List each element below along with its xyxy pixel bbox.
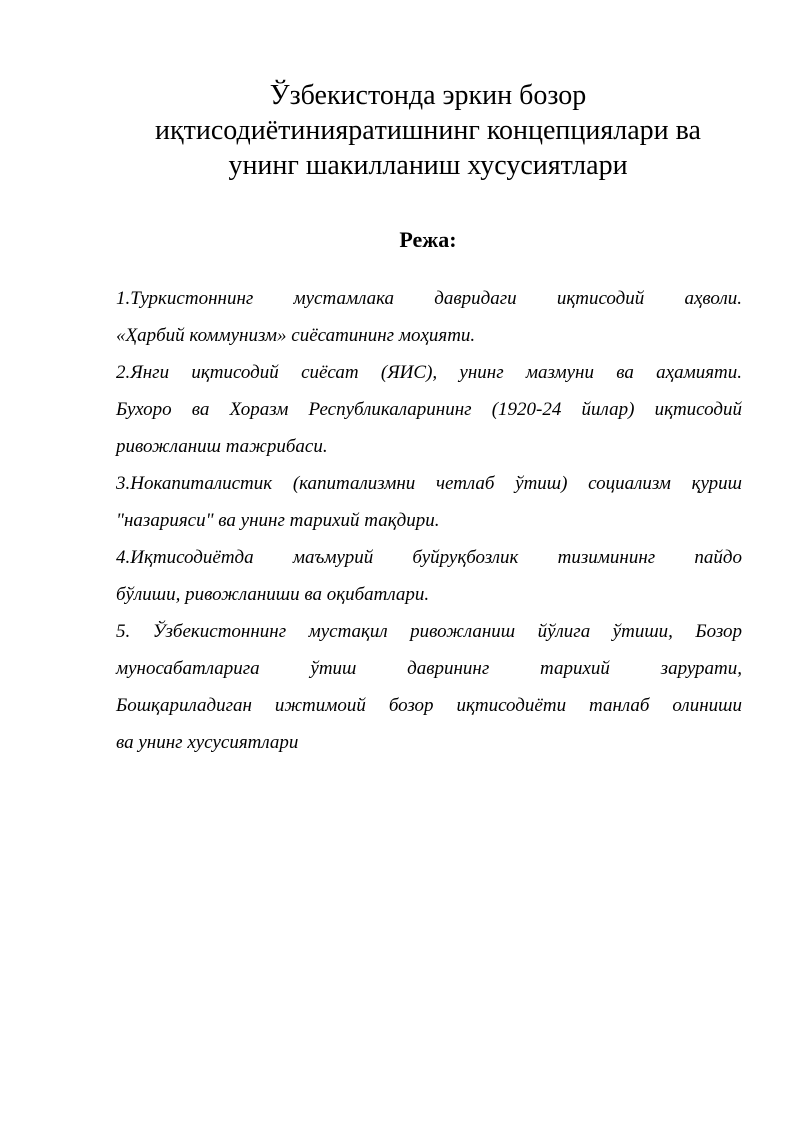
plan-line: «Ҳарбий коммунизм» сиёсатининг моҳияти. xyxy=(116,325,476,346)
plan-item-5 xyxy=(116,613,742,761)
plan-item-2 xyxy=(116,354,742,465)
plan-line: Бошқариладиган ижтимоий бозор иқтисодиёти танлаб олиниши xyxy=(116,695,742,716)
plan-line: 5. Ўзбекистоннинг мустақил ривожланиш йўлига ўтиши, Бозор xyxy=(116,621,742,642)
plan-list xyxy=(116,280,742,761)
plan-line: 2.Янги иқтисодий сиёсат (ЯИС), унинг мазмуни ва аҳамияти. xyxy=(116,362,742,383)
plan-heading: Режа: xyxy=(399,227,457,252)
title-line: иқтисодиётиниярaтишнинг концепциялари ва xyxy=(155,115,701,146)
plan-line: муносабатларига ўтиш даврининг тарихий зарурати, xyxy=(116,658,742,679)
title-line: Ўзбекистонда эркин бозор xyxy=(269,80,587,111)
plan-line: 1.Туркистоннинг мустамлака давридаги иқтисодий аҳволи. xyxy=(116,288,742,309)
plan-line: ривожланиш тажрибаси. xyxy=(116,436,328,457)
plan-item-4 xyxy=(116,539,742,613)
title-line: унинг шакилланиш хусусиятлари xyxy=(228,150,628,181)
plan-line: "назарияси" ва унинг тарихий тақдири. xyxy=(116,510,440,531)
document-title xyxy=(100,78,756,183)
plan-line: ва унинг хусусиятлари xyxy=(116,732,299,753)
plan-line: 4.Иқтисодиётда маъмурий буйруқбозлик тизимининг пайдо xyxy=(116,547,742,568)
plan-line: 3.Нокапиталистик (капитализмни четлаб ўтиш) социализм қуриш xyxy=(116,473,742,494)
plan-item-3 xyxy=(116,465,742,539)
plan-item-1 xyxy=(116,280,742,354)
plan-line: Бухоро ва Хоразм Республикаларининг (1920-24 йилар) иқтисодий xyxy=(116,399,742,420)
plan-line: бўлиши, ривожланиши ва оқибатлари. xyxy=(116,584,430,605)
